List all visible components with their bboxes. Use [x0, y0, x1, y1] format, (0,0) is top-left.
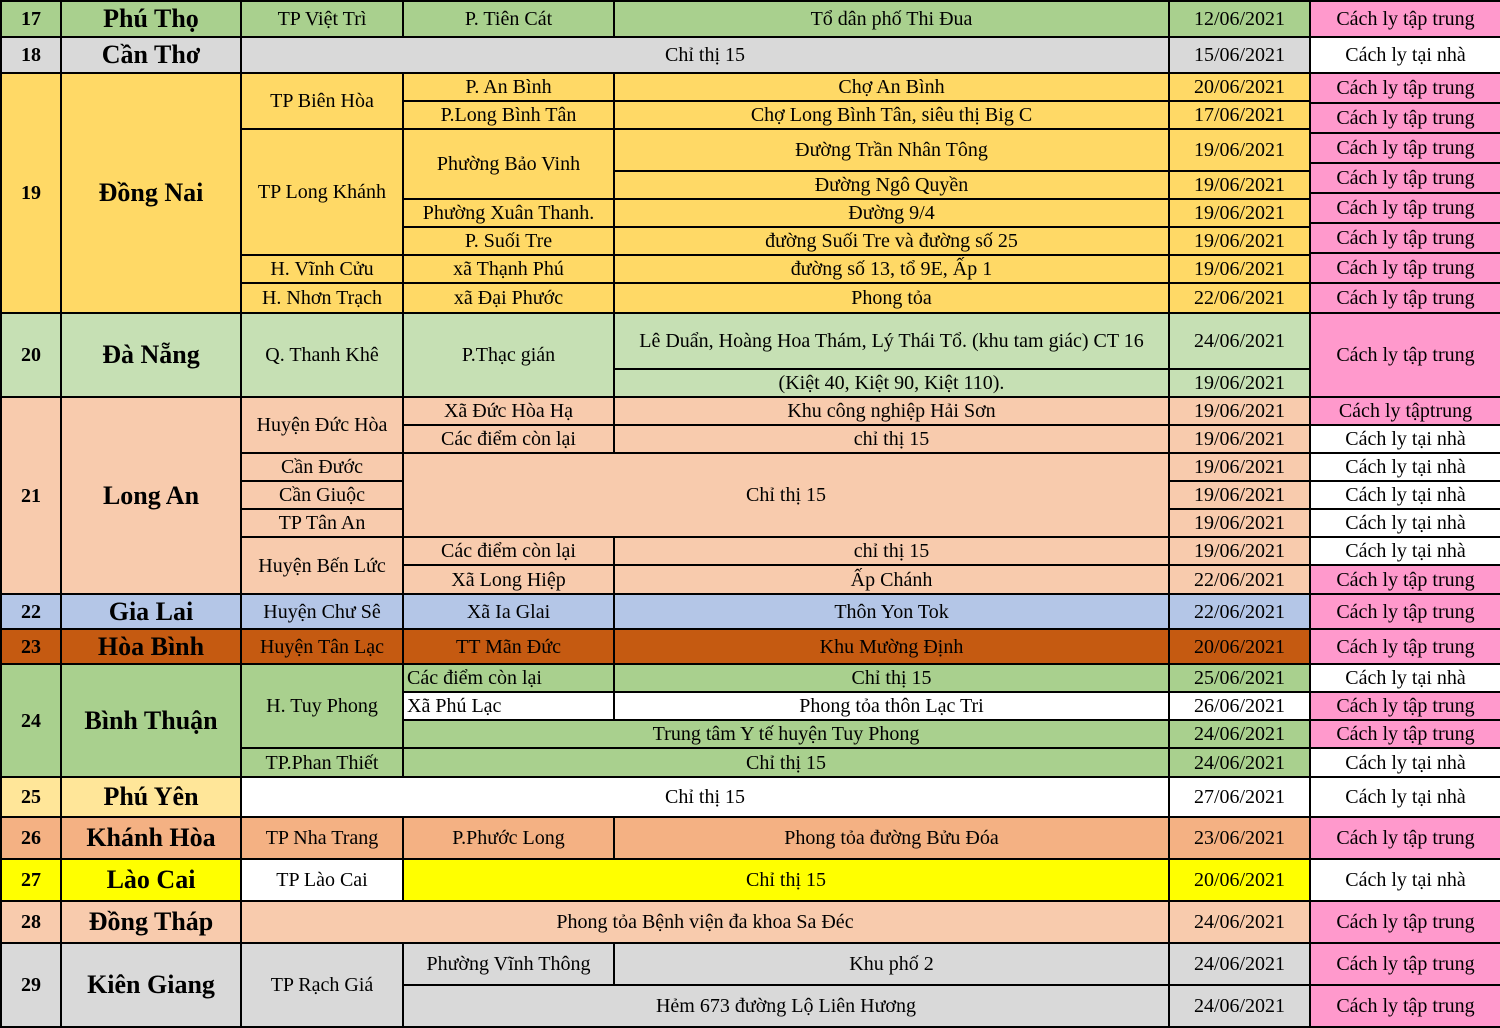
status-text: Cách ly tập trung [1311, 132, 1500, 162]
date-cell: 20/06/2021 [1169, 859, 1310, 901]
district-cell: TP Lào Cai [241, 859, 403, 901]
ward-cell: Phường Xuân Thanh. [403, 199, 614, 227]
province-name: Bình Thuận [61, 664, 241, 777]
ward-cell: Xã Phú Lạc [403, 692, 614, 720]
table-row [1, 397, 1500, 425]
table-row [1, 901, 1500, 943]
location-cell: Khu phố 2 [614, 943, 1169, 985]
ward-cell: Xã Đức Hòa Hạ [403, 397, 614, 425]
location-cell: Chợ An Bình [614, 73, 1169, 101]
status-text: Cách ly tập trung [1311, 192, 1500, 222]
table-row [1, 859, 1500, 901]
ward-cell: Các điểm còn lại [403, 664, 614, 692]
status-cell: Cách ly tại nhà [1310, 748, 1500, 777]
date-cell: 22/06/2021 [1169, 594, 1310, 629]
district-cell: TP Long Khánh [241, 129, 403, 255]
row-number: 21 [1, 397, 61, 594]
location-cell: Phong tỏa Bệnh viện đa khoa Sa Đéc [241, 901, 1169, 943]
location-cell: Phong tỏa thôn Lạc Tri [614, 692, 1169, 720]
date-cell: 24/06/2021 [1169, 985, 1310, 1027]
province-name: Hòa Bình [61, 629, 241, 664]
date-cell: 20/06/2021 [1169, 73, 1310, 101]
location-cell: đường Suối Tre và đường số 25 [614, 227, 1169, 255]
province-name: Đồng Tháp [61, 901, 241, 943]
date-cell: 24/06/2021 [1169, 901, 1310, 943]
date-cell: 22/06/2021 [1169, 283, 1310, 313]
status-cell: Cách ly tập trung [1310, 901, 1500, 943]
district-cell: H. Tuy Phong [241, 664, 403, 748]
province-name: Phú Yên [61, 777, 241, 817]
location-cell: Khu Mường Định [614, 629, 1169, 664]
ward-cell: Xã Ia Glai [403, 594, 614, 629]
location-cell: Đường Trần Nhân Tông [614, 129, 1169, 171]
district-cell: TP Biên Hòa [241, 73, 403, 129]
table-row [1, 777, 1500, 817]
row-number: 29 [1, 943, 61, 1027]
location-cell: Khu công nghiệp Hải Sơn [614, 397, 1169, 425]
status-cell: Cách ly tập trung [1310, 817, 1500, 859]
status-cell: Cách ly tại nhà [1310, 425, 1500, 453]
status-cell: Cách ly tập trung [1310, 720, 1500, 748]
ward-cell: P. Suối Tre [403, 227, 614, 255]
row-number: 27 [1, 859, 61, 901]
location-cell: chỉ thị 15 [614, 425, 1169, 453]
row-number: 18 [1, 37, 61, 73]
location-cell: Hẻm 673 đường Lộ Liên Hương [403, 985, 1169, 1027]
province-name: Đồng Nai [61, 73, 241, 313]
status-cell [1310, 73, 1500, 313]
location-cell: Tổ dân phố Thi Đua [614, 1, 1169, 37]
status-cell: Cách ly tại nhà [1310, 537, 1500, 565]
status-cell: Cách ly tập trung [1310, 985, 1500, 1027]
district-cell: TP.Phan Thiết [241, 748, 403, 777]
status-text: Cách ly tập trung [1311, 252, 1500, 282]
status-cell: Cách ly tập trung [1310, 629, 1500, 664]
district-cell: Huyện Chư Sê [241, 594, 403, 629]
status-cell: Cách ly tại nhà [1310, 664, 1500, 692]
location-cell: Chỉ thị 15 [241, 777, 1169, 817]
ward-cell: xã Thạnh Phú [403, 255, 614, 283]
status-cell: Cách ly tập trung [1310, 594, 1500, 629]
status-cell: Cách ly tập trung [1310, 1, 1500, 37]
location-cell: Chỉ thị 15 [403, 859, 1169, 901]
district-cell: H. Nhơn Trạch [241, 283, 403, 313]
row-number: 22 [1, 594, 61, 629]
date-cell: 23/06/2021 [1169, 817, 1310, 859]
district-cell: Huyện Đức Hòa [241, 397, 403, 453]
province-name: Khánh Hòa [61, 817, 241, 859]
date-cell: 24/06/2021 [1169, 313, 1310, 369]
ward-cell: Xã Long Hiệp [403, 565, 614, 594]
location-cell: Ấp Chánh [614, 565, 1169, 594]
district-cell: Cần Giuộc [241, 481, 403, 509]
province-name: Gia Lai [61, 594, 241, 629]
location-cell: Phong tỏa đường Bửu Đóa [614, 817, 1169, 859]
location-cell: Lê Duẩn, Hoàng Hoa Thám, Lý Thái Tổ. (khu tam giác) CT 16 [614, 313, 1169, 369]
date-cell: 27/06/2021 [1169, 777, 1310, 817]
province-name: Cần Thơ [61, 37, 241, 73]
status-text: Cách ly tập trung [1311, 222, 1500, 252]
table-row [1, 629, 1500, 664]
status-cell: Cách ly tại nhà [1310, 481, 1500, 509]
status-cell: Cách ly tại nhà [1310, 37, 1500, 73]
location-cell: đường số 13, tổ 9E, Ấp 1 [614, 255, 1169, 283]
location-cell: Trung tâm Y tế huyện Tuy Phong [403, 720, 1169, 748]
date-cell: 20/06/2021 [1169, 629, 1310, 664]
district-cell: Huyện Bến Lức [241, 537, 403, 594]
table-row [1, 37, 1500, 73]
table-row [1, 313, 1500, 369]
row-number: 28 [1, 901, 61, 943]
table-row [1, 1, 1500, 37]
table-row [1, 817, 1500, 859]
location-cell: Chỉ thị 15 [614, 664, 1169, 692]
date-cell: 19/06/2021 [1169, 537, 1310, 565]
date-cell: 19/06/2021 [1169, 255, 1310, 283]
ward-cell: Phường Vĩnh Thông [403, 943, 614, 985]
location-cell: Thôn Yon Tok [614, 594, 1169, 629]
row-number: 25 [1, 777, 61, 817]
province-name: Phú Thọ [61, 1, 241, 37]
table-row [1, 664, 1500, 692]
date-cell: 19/06/2021 [1169, 171, 1310, 199]
ward-cell: P. Tiên Cát [403, 1, 614, 37]
ward-cell: P.Thạc gián [403, 313, 614, 397]
province-name: Đà Nẵng [61, 313, 241, 397]
district-cell: H. Vĩnh Cửu [241, 255, 403, 283]
district-cell: TP Tân An [241, 509, 403, 537]
date-cell: 17/06/2021 [1169, 101, 1310, 129]
status-cell: Cách ly tại nhà [1310, 859, 1500, 901]
location-cell: (Kiệt 40, Kiệt 90, Kiệt 110). [614, 369, 1169, 397]
ward-cell: Các điểm còn lại [403, 425, 614, 453]
location-cell: Phong tỏa [614, 283, 1169, 313]
row-number: 17 [1, 1, 61, 37]
date-cell: 24/06/2021 [1169, 720, 1310, 748]
date-cell: 19/06/2021 [1169, 369, 1310, 397]
date-cell: 19/06/2021 [1169, 509, 1310, 537]
district-cell: TP Rạch Giá [241, 943, 403, 1027]
status-text: Cách ly tập trung [1311, 102, 1500, 132]
district-cell: TP Nha Trang [241, 817, 403, 859]
province-name: Long An [61, 397, 241, 594]
province-name: Lào Cai [61, 859, 241, 901]
status-cell: Cách ly tậptrung [1310, 397, 1500, 425]
location-cell: chỉ thị 15 [614, 537, 1169, 565]
status-cell: Cách ly tập trung [1310, 313, 1500, 397]
date-cell: 24/06/2021 [1169, 943, 1310, 985]
row-number: 20 [1, 313, 61, 397]
location-cell: Chỉ thị 15 [403, 453, 1169, 537]
location-cell: Chỉ thị 15 [241, 37, 1169, 73]
ward-cell: TT Mãn Đức [403, 629, 614, 664]
status-text: Cách ly tập trung [1311, 282, 1500, 312]
row-number: 23 [1, 629, 61, 664]
table-row [1, 943, 1500, 985]
table-row [1, 594, 1500, 629]
location-cell: Chợ Long Bình Tân, siêu thị Big C [614, 101, 1169, 129]
district-cell: TP Việt Trì [241, 1, 403, 37]
status-text: Cách ly tập trung [1336, 77, 1475, 99]
status-cell: Cách ly tại nhà [1310, 777, 1500, 817]
row-number: 24 [1, 664, 61, 777]
date-cell: 19/06/2021 [1169, 481, 1310, 509]
date-cell: 12/06/2021 [1169, 1, 1310, 37]
status-cell: Cách ly tập trung [1310, 692, 1500, 720]
table-row [1, 73, 1500, 101]
date-cell: 19/06/2021 [1169, 227, 1310, 255]
location-cell: Chỉ thị 15 [403, 748, 1169, 777]
ward-cell: xã Đại Phước [403, 283, 614, 313]
status-text: Cách ly tập trung [1311, 162, 1500, 192]
location-cell: Đường Ngô Quyền [614, 171, 1169, 199]
status-cell: Cách ly tại nhà [1310, 509, 1500, 537]
date-cell: 19/06/2021 [1169, 199, 1310, 227]
date-cell: 15/06/2021 [1169, 37, 1310, 73]
district-cell: Cần Đước [241, 453, 403, 481]
district-cell: Huyện Tân Lạc [241, 629, 403, 664]
date-cell: 24/06/2021 [1169, 748, 1310, 777]
date-cell: 26/06/2021 [1169, 692, 1310, 720]
date-cell: 19/06/2021 [1169, 453, 1310, 481]
ward-cell: P. An Bình [403, 73, 614, 101]
date-cell: 25/06/2021 [1169, 664, 1310, 692]
row-number: 26 [1, 817, 61, 859]
status-cell: Cách ly tập trung [1310, 565, 1500, 594]
row-number: 19 [1, 73, 61, 313]
ward-cell: P.Long Bình Tân [403, 101, 614, 129]
province-name: Kiên Giang [61, 943, 241, 1027]
status-cell: Cách ly tại nhà [1310, 453, 1500, 481]
date-cell: 19/06/2021 [1169, 397, 1310, 425]
ward-cell: Các điểm còn lại [403, 537, 614, 565]
date-cell: 19/06/2021 [1169, 425, 1310, 453]
status-cell: Cách ly tập trung [1310, 943, 1500, 985]
district-cell: Q. Thanh Khê [241, 313, 403, 397]
ward-cell: Phường Bảo Vinh [403, 129, 614, 199]
location-cell: Đường 9/4 [614, 199, 1169, 227]
ward-cell: P.Phước Long [403, 817, 614, 859]
date-cell: 19/06/2021 [1169, 129, 1310, 171]
date-cell: 22/06/2021 [1169, 565, 1310, 594]
